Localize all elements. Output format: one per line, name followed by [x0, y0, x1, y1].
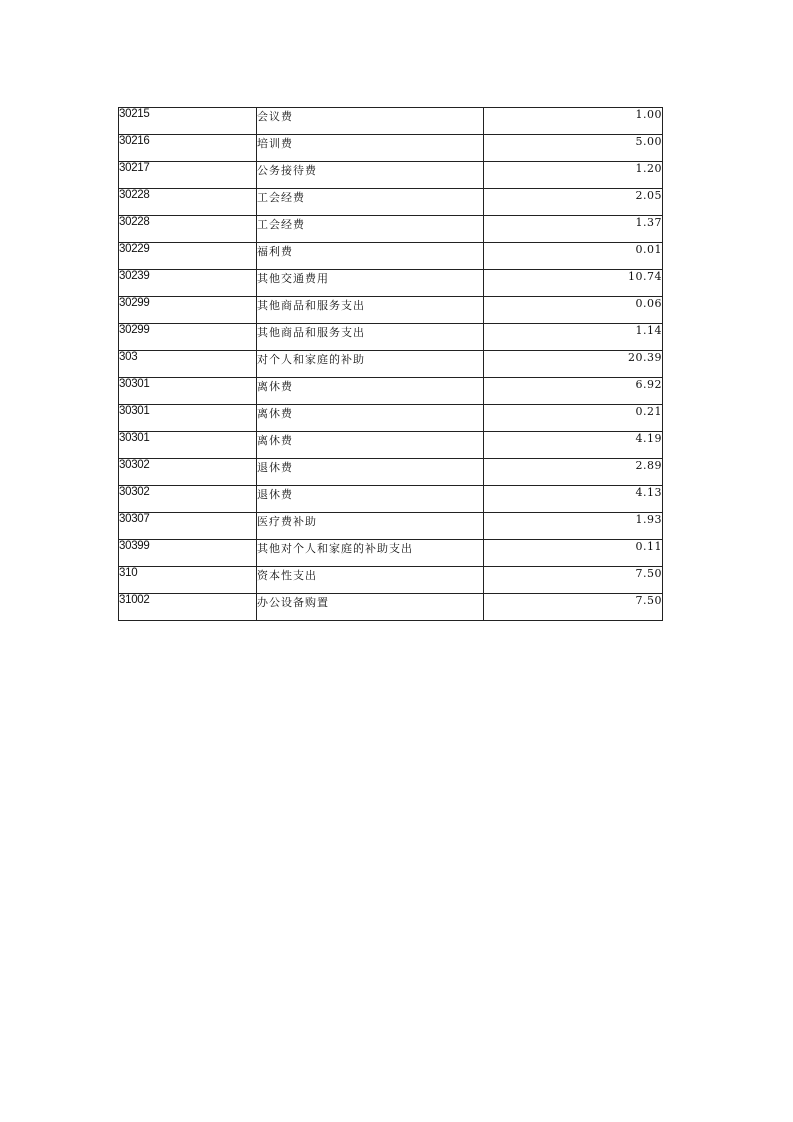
account-name-cell: 福利费 — [257, 243, 484, 270]
account-code-cell: 31002 — [119, 594, 257, 621]
amount-cell: 1.20 — [484, 162, 663, 189]
account-code-cell: 310 — [119, 567, 257, 594]
account-name-cell: 其他商品和服务支出 — [257, 324, 484, 351]
account-name-cell: 退休费 — [257, 486, 484, 513]
amount-cell: 1.00 — [484, 108, 663, 135]
account-name-cell: 培训费 — [257, 135, 484, 162]
table-row — [119, 270, 663, 297]
account-code-cell: 30228 — [119, 216, 257, 243]
amount-cell: 4.13 — [484, 486, 663, 513]
budget-expenditure-table — [118, 107, 663, 621]
amount-cell: 1.37 — [484, 216, 663, 243]
account-name-cell: 会议费 — [257, 108, 484, 135]
table-row — [119, 540, 663, 567]
account-code-cell: 30301 — [119, 405, 257, 432]
amount-cell: 10.74 — [484, 270, 663, 297]
table-body — [119, 108, 663, 621]
account-name-cell: 退休费 — [257, 459, 484, 486]
account-code-cell: 30217 — [119, 162, 257, 189]
table-row — [119, 351, 663, 378]
amount-cell: 1.93 — [484, 513, 663, 540]
table-row — [119, 243, 663, 270]
account-name-cell: 资本性支出 — [257, 567, 484, 594]
table-row — [119, 486, 663, 513]
table-row — [119, 459, 663, 486]
account-name-cell: 离休费 — [257, 378, 484, 405]
amount-cell: 6.92 — [484, 378, 663, 405]
table-row — [119, 594, 663, 621]
account-code-cell: 303 — [119, 351, 257, 378]
table-row — [119, 324, 663, 351]
amount-cell: 7.50 — [484, 567, 663, 594]
amount-cell: 20.39 — [484, 351, 663, 378]
account-name-cell: 办公设备购置 — [257, 594, 484, 621]
account-name-cell: 公务接待费 — [257, 162, 484, 189]
amount-cell: 2.05 — [484, 189, 663, 216]
account-name-cell: 其他商品和服务支出 — [257, 297, 484, 324]
table-row — [119, 378, 663, 405]
account-code-cell: 30301 — [119, 378, 257, 405]
amount-cell: 0.11 — [484, 540, 663, 567]
account-code-cell: 30239 — [119, 270, 257, 297]
account-code-cell: 30302 — [119, 459, 257, 486]
table-row — [119, 567, 663, 594]
account-code-cell: 30299 — [119, 324, 257, 351]
account-name-cell: 医疗费补助 — [257, 513, 484, 540]
amount-cell: 0.06 — [484, 297, 663, 324]
amount-cell: 0.21 — [484, 405, 663, 432]
table-row — [119, 405, 663, 432]
account-code-cell: 30216 — [119, 135, 257, 162]
amount-cell: 4.19 — [484, 432, 663, 459]
amount-cell: 2.89 — [484, 459, 663, 486]
account-code-cell: 30229 — [119, 243, 257, 270]
table-row — [119, 135, 663, 162]
account-code-cell: 30301 — [119, 432, 257, 459]
account-name-cell: 其他交通费用 — [257, 270, 484, 297]
amount-cell: 1.14 — [484, 324, 663, 351]
account-code-cell: 30307 — [119, 513, 257, 540]
account-name-cell: 工会经费 — [257, 216, 484, 243]
account-name-cell: 对个人和家庭的补助 — [257, 351, 484, 378]
account-code-cell: 30302 — [119, 486, 257, 513]
table-row — [119, 513, 663, 540]
table-row — [119, 297, 663, 324]
account-name-cell: 其他对个人和家庭的补助支出 — [257, 540, 484, 567]
amount-cell: 7.50 — [484, 594, 663, 621]
account-code-cell: 30299 — [119, 297, 257, 324]
account-name-cell: 工会经费 — [257, 189, 484, 216]
account-name-cell: 离休费 — [257, 405, 484, 432]
account-name-cell: 离休费 — [257, 432, 484, 459]
table-row — [119, 216, 663, 243]
amount-cell: 5.00 — [484, 135, 663, 162]
amount-cell: 0.01 — [484, 243, 663, 270]
account-code-cell: 30215 — [119, 108, 257, 135]
table-row — [119, 432, 663, 459]
account-code-cell: 30228 — [119, 189, 257, 216]
account-code-cell: 30399 — [119, 540, 257, 567]
table-row — [119, 162, 663, 189]
table-row — [119, 189, 663, 216]
table-row — [119, 108, 663, 135]
